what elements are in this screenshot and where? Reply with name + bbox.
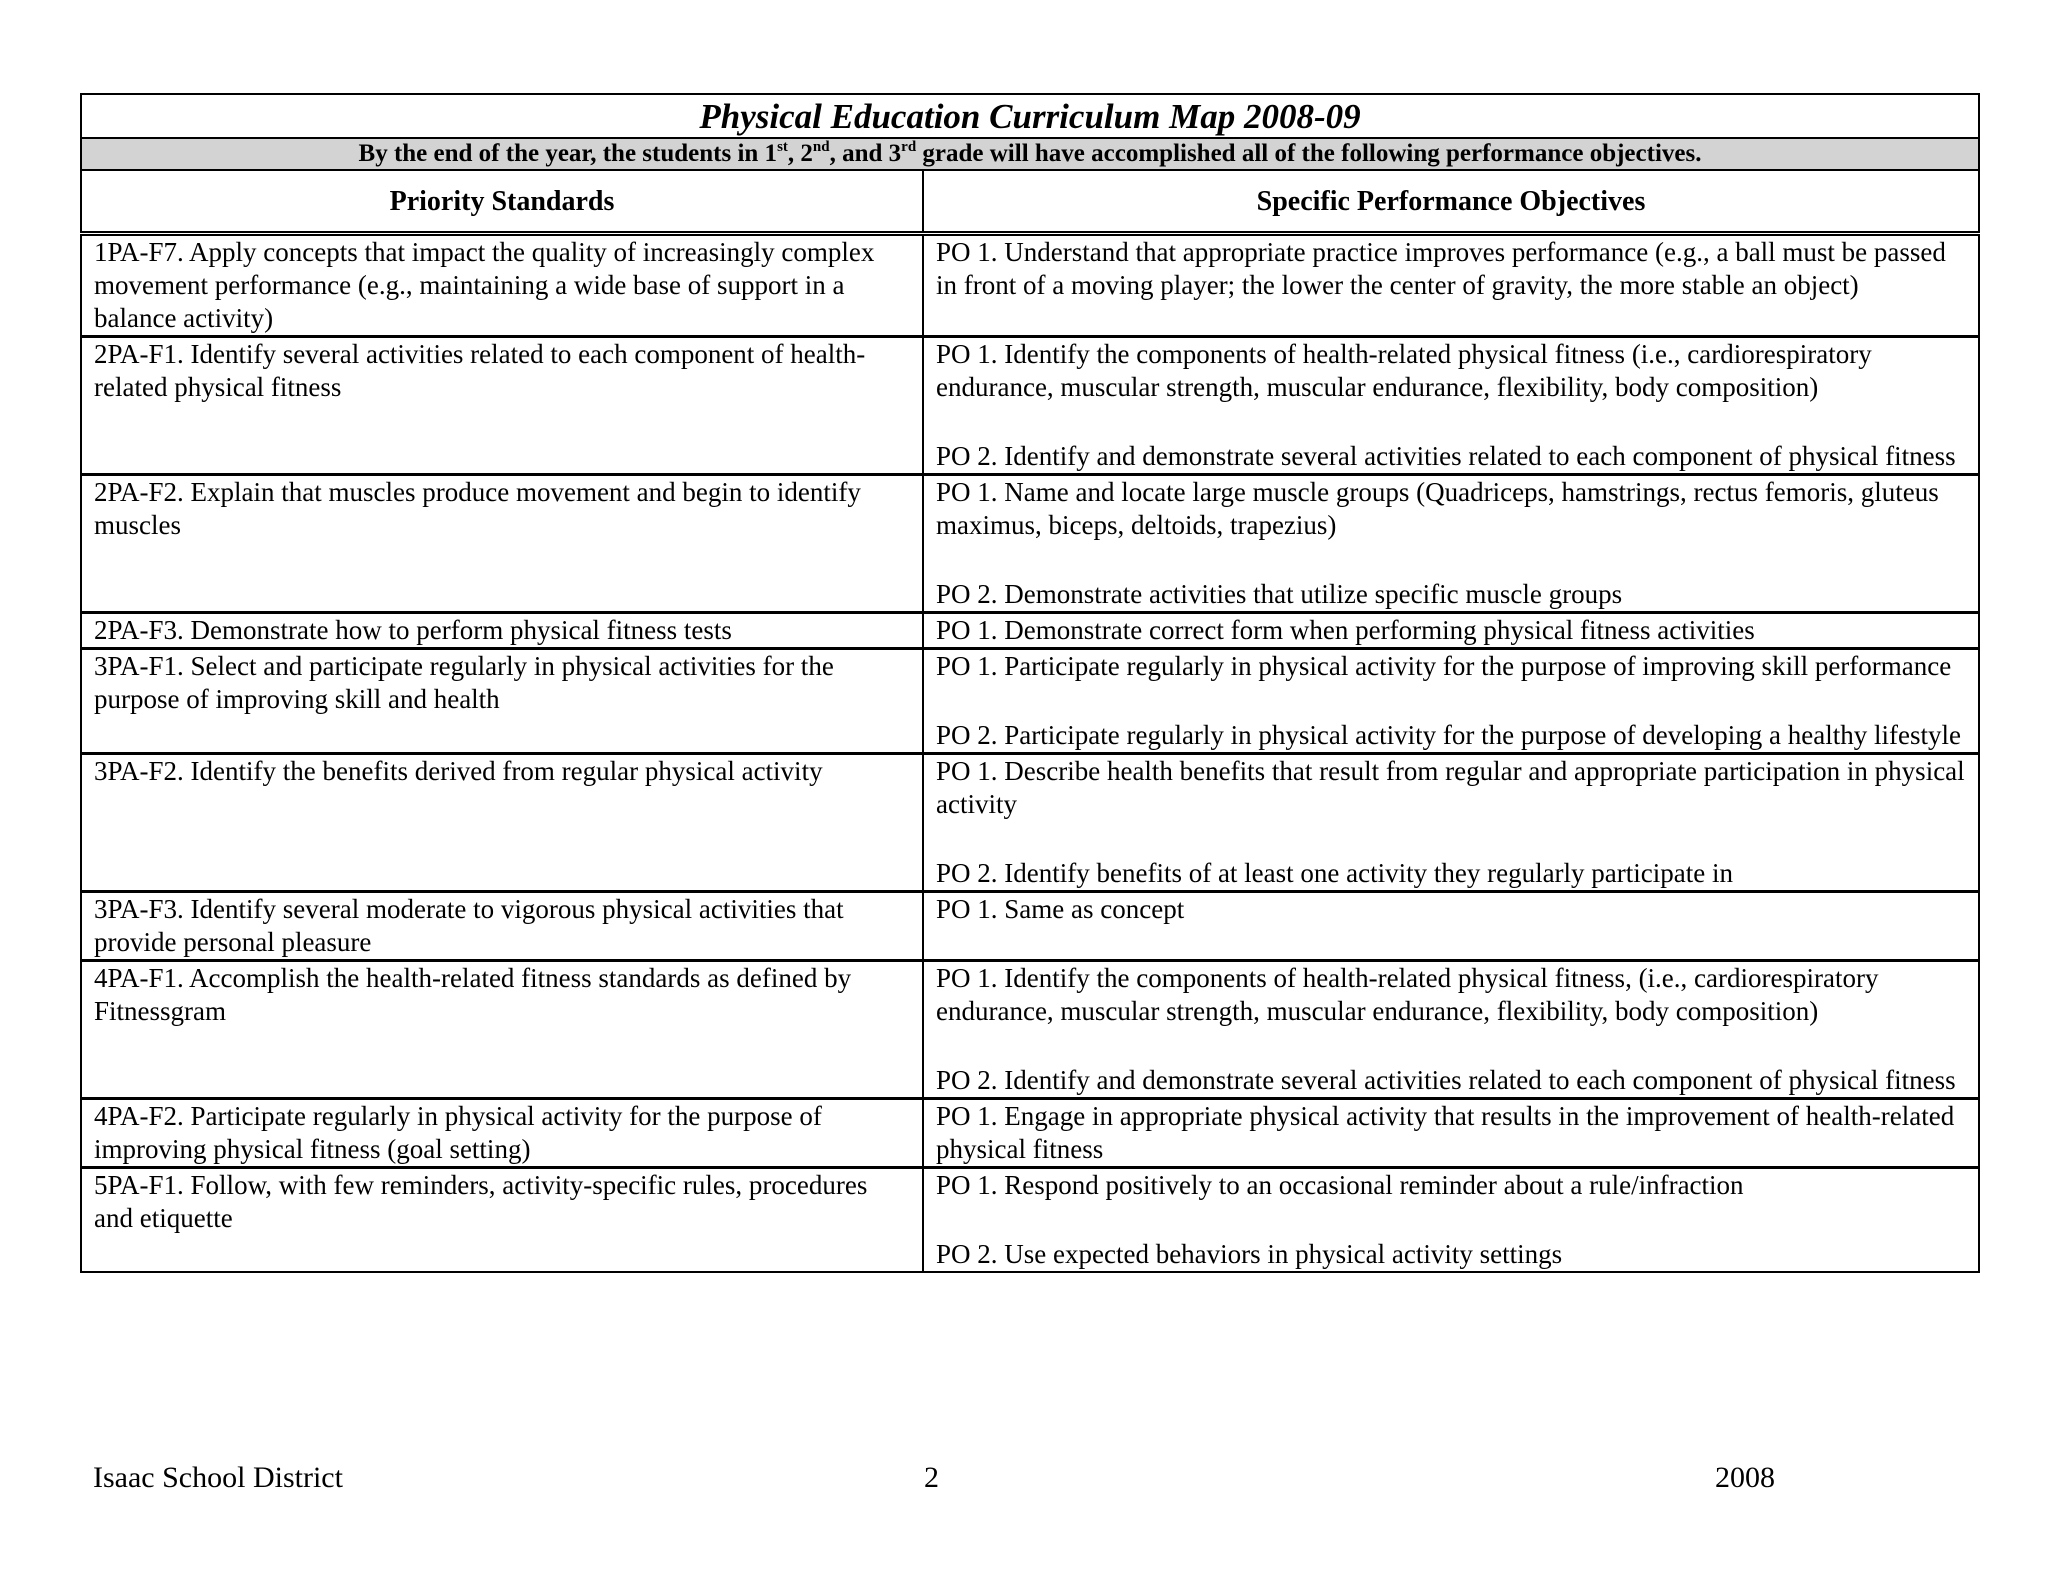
- performance-objective-text: PO 2. Use expected behaviors in physical activity settings: [936, 1239, 1563, 1269]
- curriculum-table: [80, 93, 1980, 1273]
- footer-year: 2008: [1715, 1461, 1775, 1494]
- table-body: [81, 234, 1979, 1273]
- priority-standard-cell: [81, 649, 923, 754]
- priority-standard-text: 4PA-F2. Participate regularly in physical activity for the purpose of improving physical fitness (goal setting): [94, 1101, 822, 1164]
- priority-standard-cell: [81, 337, 923, 475]
- performance-objective-text: PO 1. Engage in appropriate physical activity that results in the improvement of health-related physical fitness: [936, 1101, 1955, 1164]
- priority-standard-text: 3PA-F3. Identify several moderate to vigorous physical activities that provide personal pleasure: [94, 894, 844, 957]
- performance-objective-text: PO 2. Identify benefits of at least one activity they regularly participate in: [936, 858, 1733, 888]
- table-row: [81, 754, 1979, 892]
- performance-objectives-cell: [923, 613, 1979, 649]
- performance-objectives-cell: [923, 754, 1979, 892]
- performance-objective-text: PO 2. Identify and demonstrate several activities related to each component of physical fitness: [936, 1065, 1956, 1095]
- table-row: [81, 613, 1979, 649]
- performance-objectives-cell: [923, 234, 1979, 337]
- table-row: [81, 337, 1979, 475]
- footer-page-number: 2: [924, 1461, 939, 1494]
- table-row: [81, 892, 1979, 961]
- priority-standard-text: 4PA-F1. Accomplish the health-related fitness standards as defined by Fitnessgram: [94, 963, 852, 1026]
- document-title: Physical Education Curriculum Map 2008-09: [81, 94, 1979, 138]
- performance-objective-text: PO 1. Participate regularly in physical activity for the purpose of improving skill performance: [936, 651, 1952, 681]
- priority-standard-text: 2PA-F2. Explain that muscles produce movement and begin to identify muscles: [94, 477, 861, 540]
- performance-objectives-cell: [923, 649, 1979, 754]
- performance-objectives-cell: [923, 961, 1979, 1099]
- performance-objectives-cell: [923, 1168, 1979, 1273]
- grade-banner: By the end of the year, the students in 1st, 2nd, and 3rd grade will have accomplished all of the following performance objectives.: [81, 138, 1979, 170]
- priority-standard-cell: [81, 234, 923, 337]
- performance-objectives-cell: [923, 1099, 1979, 1168]
- footer-district: Isaac School District: [93, 1461, 343, 1494]
- table-row: [81, 649, 1979, 754]
- priority-standard-text: 5PA-F1. Follow, with few reminders, activity-specific rules, procedures and etiquette: [94, 1170, 868, 1233]
- priority-standard-text: 3PA-F1. Select and participate regularly in physical activities for the purpose of improving skill and health: [94, 651, 834, 714]
- priority-standard-cell: [81, 1099, 923, 1168]
- performance-objectives-cell: [923, 892, 1979, 961]
- performance-objective-text: PO 1. Describe health benefits that result from regular and appropriate participation in physical activity: [936, 756, 1965, 819]
- priority-standard-cell: [81, 754, 923, 892]
- table-row: [81, 961, 1979, 1099]
- performance-objective-text: PO 1. Demonstrate correct form when performing physical fitness activities: [936, 615, 1755, 645]
- performance-objective-text: PO 1. Respond positively to an occasional reminder about a rule/infraction: [936, 1170, 1744, 1200]
- performance-objective-text: PO 2. Demonstrate activities that utilize specific muscle groups: [936, 579, 1623, 609]
- priority-standard-text: 1PA-F7. Apply concepts that impact the quality of increasingly complex movement performance (e.g., maintaining a wide base of support in a balance activity): [94, 237, 875, 333]
- table-row: [81, 1099, 1979, 1168]
- performance-objective-text: PO 1. Name and locate large muscle groups (Quadriceps, hamstrings, rectus femoris, gluteus maximus, biceps, deltoids, trapezius): [936, 477, 1939, 540]
- performance-objective-text: PO 1. Identify the components of health-related physical fitness (i.e., cardiorespiratory endurance, muscular strength, muscular endurance, flexibility, body composition): [936, 339, 1872, 402]
- performance-objective-text: PO 2. Identify and demonstrate several activities related to each component of physical fitness: [936, 441, 1956, 471]
- table-row: [81, 475, 1979, 613]
- column-header-priority-standards: Priority Standards: [81, 170, 923, 234]
- performance-objectives-cell: [923, 337, 1979, 475]
- priority-standard-text: 2PA-F3. Demonstrate how to perform physical fitness tests: [94, 615, 732, 645]
- performance-objective-text: PO 1. Same as concept: [936, 894, 1185, 924]
- performance-objective-text: PO 1. Identify the components of health-related physical fitness, (i.e., cardiorespiratory endurance, muscular strength, muscular endurance, flexibility, body composition): [936, 963, 1879, 1026]
- priority-standard-cell: [81, 961, 923, 1099]
- priority-standard-cell: [81, 892, 923, 961]
- priority-standard-cell: [81, 1168, 923, 1273]
- priority-standard-text: 3PA-F2. Identify the benefits derived from regular physical activity: [94, 756, 823, 786]
- priority-standard-text: 2PA-F1. Identify several activities related to each component of health-related physical fitness: [94, 339, 866, 402]
- performance-objective-text: PO 1. Understand that appropriate practice improves performance (e.g., a ball must be passed in front of a moving player; the lower the center of gravity, the more stable an object): [936, 237, 1946, 300]
- priority-standard-cell: [81, 613, 923, 649]
- column-header-performance-objectives: Specific Performance Objectives: [923, 170, 1979, 234]
- table-row: [81, 234, 1979, 337]
- performance-objectives-cell: [923, 475, 1979, 613]
- performance-objective-text: PO 2. Participate regularly in physical activity for the purpose of developing a healthy lifestyle: [936, 720, 1961, 750]
- table-row: [81, 1168, 1979, 1273]
- priority-standard-cell: [81, 475, 923, 613]
